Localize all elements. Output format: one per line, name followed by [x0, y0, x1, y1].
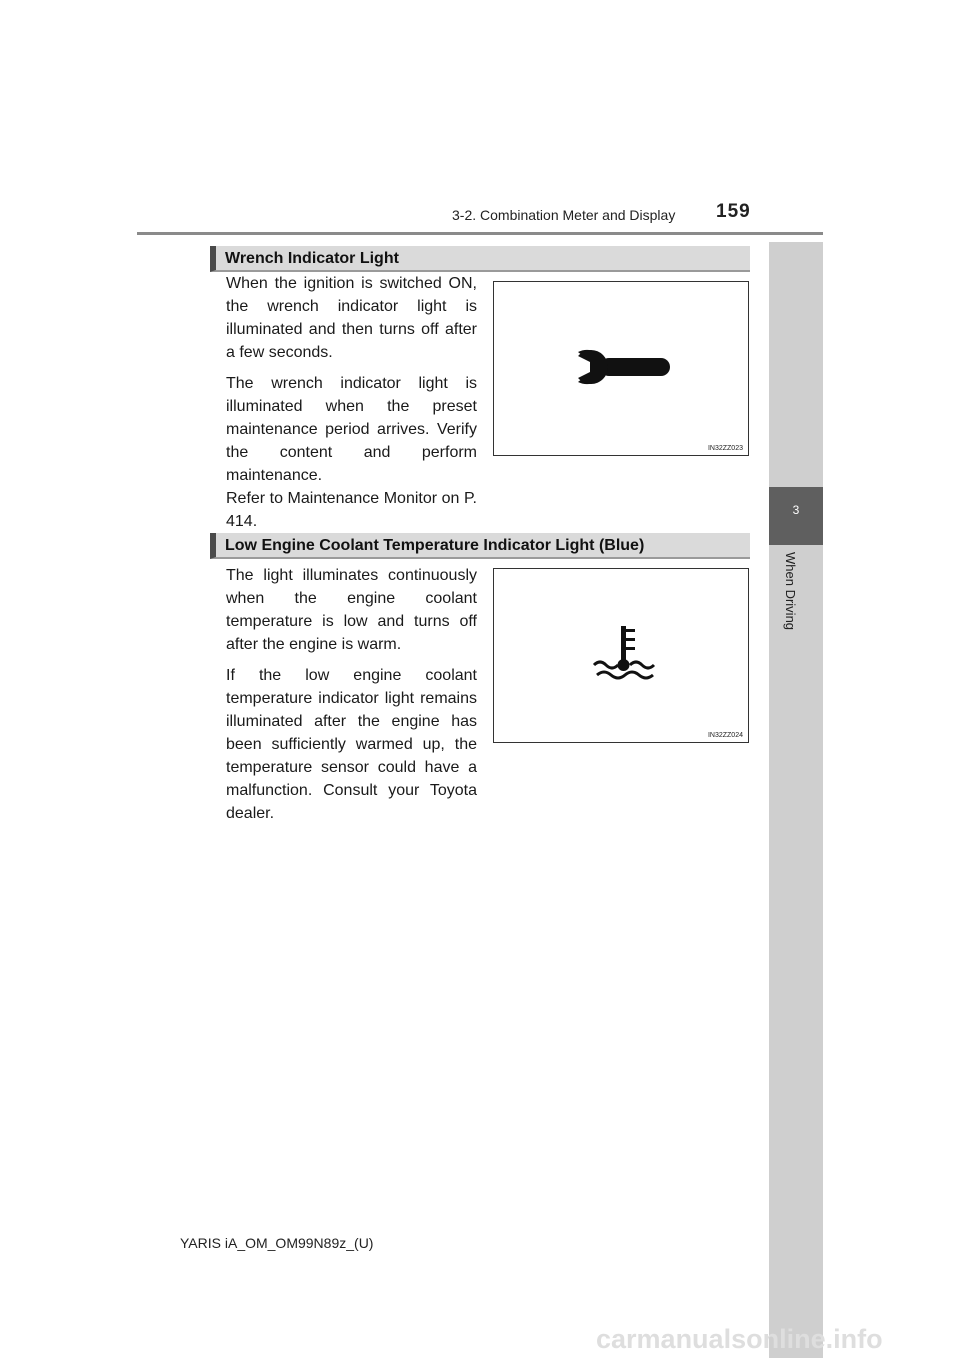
section-body-wrench [226, 272, 477, 541]
header-rule [137, 232, 823, 235]
document-code: YARIS iA_OM_OM99N89z_(U) [180, 1235, 374, 1251]
paragraph: Refer to Maintenance Monitor on P. 414. [226, 490, 477, 530]
section-title: Wrench Indicator Light [225, 250, 399, 267]
figure-code: IN32ZZ023 [707, 445, 743, 452]
running-header-section: 3-2. Combination Meter and Display [452, 207, 676, 223]
section-body-coolant [226, 564, 477, 825]
paragraph: When the ignition is switched ON, the wrench indicator light is illuminated and then turns off after a few seconds. [226, 275, 477, 361]
figure-code: IN32ZZ024 [707, 732, 743, 739]
section-heading-coolant [210, 533, 750, 559]
coolant-temperature-icon [494, 569, 748, 742]
figure-coolant [493, 568, 749, 743]
watermark: carmanualsonline.info [596, 1324, 883, 1354]
chapter-number: 3 [792, 503, 800, 517]
paragraph: The wrench indicator light is illuminated when the preset maintenance period arrives. Verify the content and perform maintenance. [226, 375, 477, 484]
page-number: 159 [716, 201, 751, 222]
chapter-tab-strip [769, 242, 823, 1358]
chapter-label: When Driving [783, 552, 798, 631]
section-heading-wrench [210, 246, 750, 272]
wrench-icon [494, 282, 748, 455]
section-title: Low Engine Coolant Temperature Indicator Light (Blue) [225, 537, 645, 554]
paragraph: The light illuminates continuously when the engine coolant temperature is low and turns off after the engine is warm. [226, 567, 477, 653]
figure-wrench [493, 281, 749, 456]
paragraph: If the low engine coolant temperature indicator light remains illuminated after the engine has been sufficiently warmed up, the temperature sensor could have a malfunction. Consult your Toyota dealer. [226, 667, 477, 822]
